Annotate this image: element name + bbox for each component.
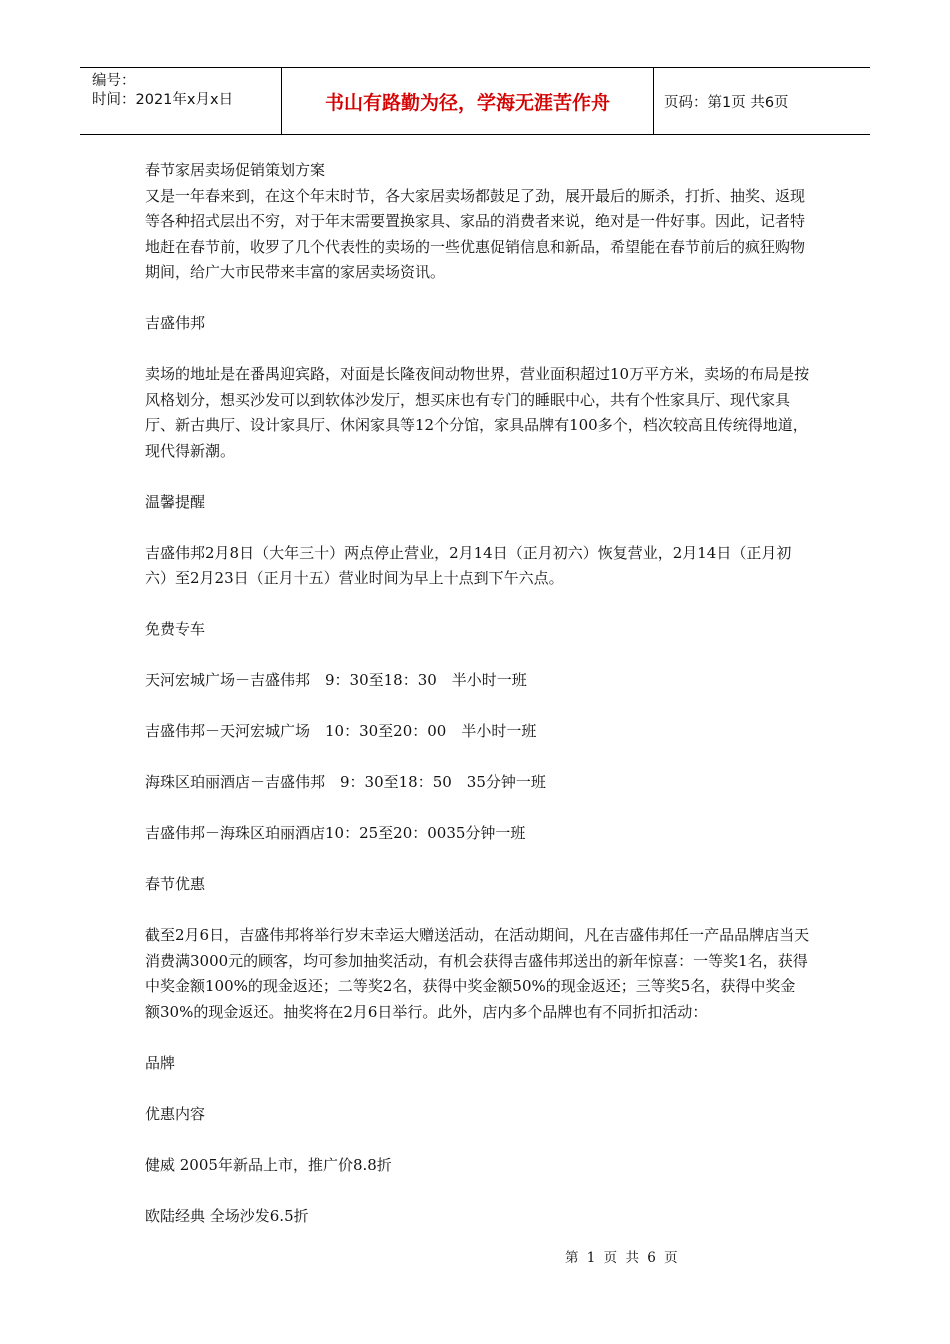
promo-text: 截至2月6日，吉盛伟邦将举行岁末幸运大赠送活动，在活动期间，凡在吉盛伟邦任一产品品牌店当天消费满3000元的顾客，均可参加抽奖活动，有机会获得吉盛伟邦送出的新年惊喜：一等奖1名，获得中奖金额100%的现金返还；二等奖2名，获得中奖金额50%的现金返还；三等奖5名，获得中奖金额30%的现金返还。抽奖将在2月6日举行。此外，店内多个品牌也有不同折扣活动： <box>145 926 810 1021</box>
bus-route: 吉盛伟邦－天河宏城广场 10：30至20：00 半小时一班 <box>145 722 537 740</box>
promo-heading: 春节优惠 <box>145 875 206 893</box>
doc-time-label: 时间：2021年x月x日 <box>92 92 234 108</box>
reminder-text: 吉盛伟邦2月8日（大年三十）两点停止营业，2月14日（正月初六）恢复营业，2月14日（正月初六）至2月23日（正月十五）营业时间为早上十点到下午六点。 <box>145 543 792 587</box>
intro-paragraph: 又是一年春来到，在这个年末时节，各大家居卖场都鼓足了劲，展开最后的厮杀，打折、抽奖、返现等各种招式层出不穷，对于年末需要置换家具、家品的消费者来说，绝对是一件好事。因此，记者特地赶在春节前，收罗了几个代表性的卖场的一些优惠促销信息和新品，希望能在春节前后的疯狂购物期间，给广大市民带来丰富的家居卖场资讯。 <box>145 186 806 281</box>
brand-item: 健威 2005年新品上市，推广价8.8折 <box>145 1155 392 1174</box>
bus-route: 海珠区珀丽酒店－吉盛伟邦 9：30至18：50 35分钟一班 <box>145 773 546 791</box>
header-meta <box>80 68 282 134</box>
bus-heading: 免费专车 <box>145 620 206 638</box>
store-description: 卖场的地址是在番禺迎宾路，对面是长隆夜间动物世界，营业面积超过10万平方米，卖场的布局是按风格划分，想买沙发可以到软体沙发厅，想买床也有专门的睡眠中心，共有个性家具厅、现代家具厅、新古典厅、设计家具厅、休闲家具等12个分馆，家具品牌有100多个，档次较高且传统得地道，现代得新潮。 <box>145 365 810 460</box>
doc-title: 春节家居卖场促销策划方案 <box>145 161 326 179</box>
reminder-heading: 温馨提醒 <box>145 492 206 511</box>
brand-item: 欧陆经典 全场沙发6.5折 <box>145 1206 309 1225</box>
brand-heading: 品牌 <box>145 1053 176 1072</box>
doc-number-label: 编号： <box>92 73 136 89</box>
header-page-info: 页码：第1页 共6页 <box>664 94 789 111</box>
discount-heading: 优惠内容 <box>145 1104 206 1123</box>
page-header <box>80 67 870 135</box>
header-motto: 书山有路勤为径，学海无涯苦作舟 <box>282 68 654 134</box>
document-body <box>145 158 810 1229</box>
bus-route: 吉盛伟邦－海珠区珀丽酒店10：25至20：0035分钟一班 <box>145 824 526 842</box>
page-footer: 第 1 页 共 6 页 <box>565 1250 680 1266</box>
store-name-heading: 吉盛伟邦 <box>145 314 206 332</box>
bus-route: 天河宏城广场－吉盛伟邦 9：30至18：30 半小时一班 <box>145 671 527 689</box>
